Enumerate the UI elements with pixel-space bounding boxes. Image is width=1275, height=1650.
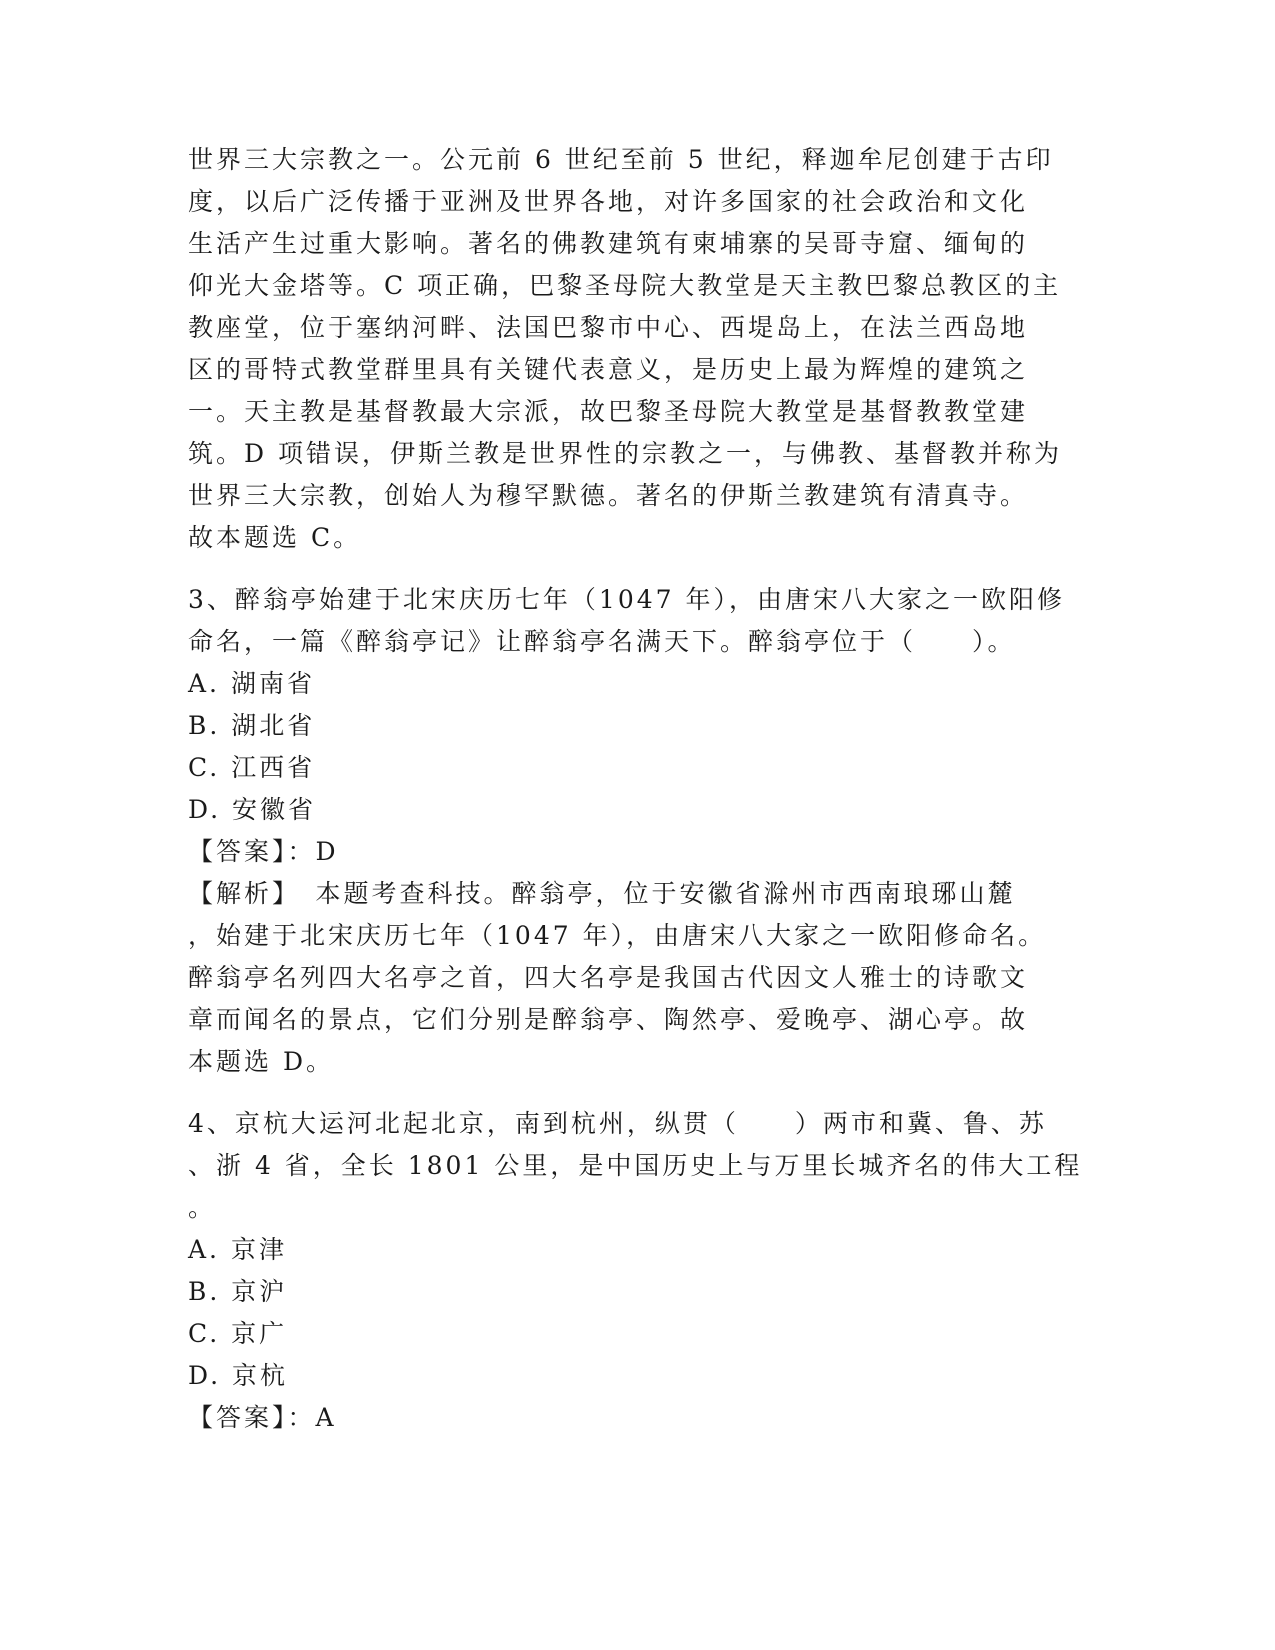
option-a: A. 湖南省 — [188, 669, 315, 698]
option-b: B. 京沪 — [188, 1277, 288, 1306]
analysis-line: 章而闻名的景点，它们分别是醉翁亭、陶然亭、爱晚亭、湖心亭。故 — [188, 1005, 1029, 1034]
text-line: 世界三大宗教，创始人为穆罕默德。著名的伊斯兰教建筑有清真寺。 — [188, 481, 1029, 510]
text-line: 仰光大金塔等。C 项正确，巴黎圣母院大教堂是天主教巴黎总教区的主 — [188, 271, 1062, 300]
analysis-line: 醉翁亭名列四大名亭之首，四大名亭是我国古代因文人雅士的诗歌文 — [188, 963, 1029, 992]
option-a: A. 京津 — [188, 1235, 287, 1264]
text-line: 筑。D 项错误，伊斯兰教是世界性的宗教之一，与佛教、基督教并称为 — [188, 439, 1062, 468]
option-b: B. 湖北省 — [188, 711, 316, 740]
analysis-line: 本题选 D。 — [188, 1047, 334, 1076]
analysis-line: ，始建于北宋庆历七年（1047 年），由唐宋八大家之一欧阳修命名。 — [188, 921, 1047, 950]
text-line: 一。天主教是基督教最大宗派，故巴黎圣母院大教堂是基督教教堂建 — [188, 397, 1029, 426]
text-line: 故本题选 C。 — [188, 523, 362, 552]
question-stem: 。 — [188, 1193, 217, 1222]
question-stem: 3、醉翁亭始建于北宋庆历七年（1047 年），由唐宋八大家之一欧阳修 — [188, 585, 1065, 614]
analysis-line: 【解析】 本题考查科技。醉翁亭，位于安徽省滁州市西南琅琊山麓 — [188, 879, 1016, 908]
text-line: 教座堂，位于塞纳河畔、法国巴黎市中心、西堤岛上，在法兰西岛地 — [188, 313, 1029, 342]
option-c: C. 江西省 — [188, 753, 316, 782]
text-line: 区的哥特式教堂群里具有关键代表意义，是历史上最为辉煌的建筑之 — [188, 355, 1029, 384]
option-d: D. 京杭 — [188, 1361, 289, 1390]
question-stem: 4、京杭大运河北起北京，南到杭州，纵贯（ ）两市和冀、鲁、苏 — [188, 1109, 1047, 1138]
answer-line: 【答案】：D — [188, 837, 339, 866]
question-stem: 命名，一篇《醉翁亭记》让醉翁亭名满天下。醉翁亭位于（ ）。 — [188, 627, 1016, 656]
text-line: 世界三大宗教之一。公元前 6 世纪至前 5 世纪，释迦牟尼创建于古印 — [188, 145, 1054, 174]
answer-line: 【答案】：A — [188, 1403, 337, 1432]
option-d: D. 安徽省 — [188, 795, 317, 824]
text-line: 生活产生过重大影响。著名的佛教建筑有柬埔寨的吴哥寺窟、缅甸的 — [188, 229, 1029, 258]
question-stem: 、浙 4 省，全长 1801 公里，是中国历史上与万里长城齐名的伟大工程 — [188, 1151, 1083, 1180]
text-line: 度，以后广泛传播于亚洲及世界各地，对许多国家的社会政治和文化 — [188, 187, 1029, 216]
option-c: C. 京广 — [188, 1319, 288, 1348]
